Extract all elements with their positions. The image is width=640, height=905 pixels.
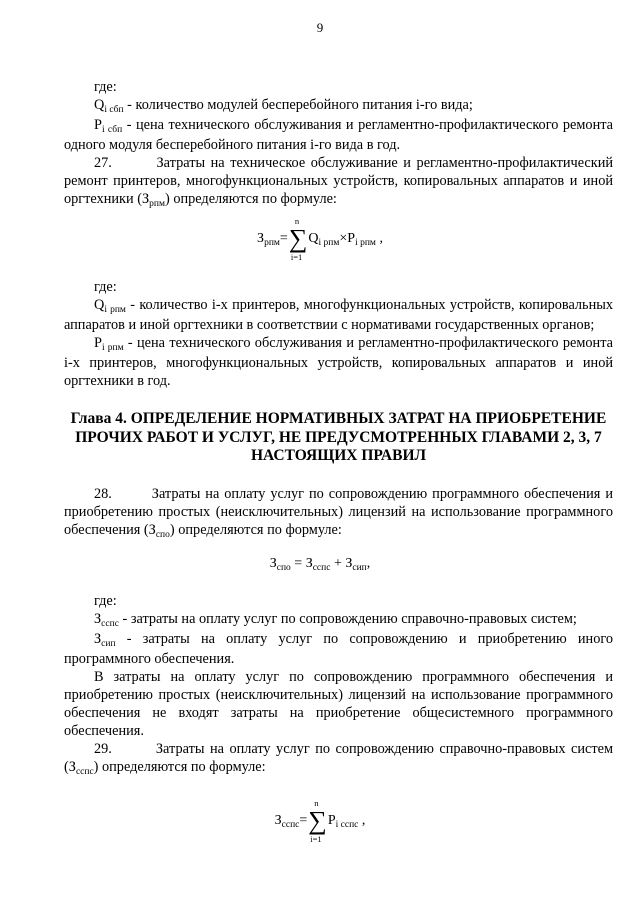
- var-p: P: [94, 335, 102, 351]
- block-spo-definitions: [64, 592, 613, 778]
- definition-text: - затраты на оплату услуг по сопровождению справочно-правовых систем;: [118, 611, 577, 627]
- formula-lhs-sub: спо: [276, 563, 291, 573]
- sum-lower: i=1: [310, 834, 322, 844]
- chapter-line-3: НАСТОЯЩИХ ПРАВИЛ: [250, 447, 427, 464]
- definition-text: - затраты на оплату услуг по сопровождению и приобретению иного программного обеспечения.: [64, 631, 613, 667]
- paragraph-sub: сспс: [75, 767, 94, 777]
- chapter-line-1: Глава 4. ОПРЕДЕЛЕНИЕ НОРМАТИВНЫХ ЗАТРАТ НА ПРИОБРЕТЕНИЕ: [70, 410, 607, 427]
- var-q-sub: i рпм: [104, 305, 126, 315]
- formula-term-b-sub: сип: [352, 563, 367, 573]
- paragraph-text: В затраты на оплату услуг по сопровождению программного обеспечения и приобретению простых (неисключительных) лицензий на использование программного обеспечения не входят затраты на приобретение общесистемного программного обеспечения.: [64, 669, 613, 739]
- paragraph-text: 29. Затраты на оплату услуг по сопровождению справочно-правовых систем (З: [64, 741, 613, 775]
- var-q: Q: [94, 297, 105, 313]
- sum-upper: n: [294, 216, 300, 226]
- formula-times: ×: [339, 231, 348, 247]
- formula-p: P: [347, 231, 356, 247]
- where-label: [64, 278, 613, 296]
- formula-lhs-sub: рпм: [264, 238, 280, 249]
- paragraph-text-end: ) определяются по формуле:: [169, 522, 342, 538]
- paragraph-sub: спо: [155, 530, 170, 540]
- formula-end: ,: [366, 556, 371, 571]
- definition-text: - цена технического обслуживания и регламентно-профилактического ремонта одного модуля бесперебойного питания i-го вида в год.: [64, 117, 613, 153]
- where-text: где:: [94, 593, 117, 609]
- where-text: где:: [94, 79, 117, 95]
- var-p-sub: i сбп: [101, 125, 123, 135]
- paragraph-text-end: ) определяются по формуле:: [164, 191, 337, 207]
- var-z-sub: сип: [101, 639, 116, 649]
- var-q-sub: i сбп: [104, 105, 124, 115]
- chapter-line-2: ПРОЧИХ РАБОТ И УСЛУГ, НЕ ПРЕДУСМОТРЕННЫХ ГЛАВАМИ 2, 3, 7: [75, 428, 602, 446]
- definition-p-rpm: [64, 334, 613, 390]
- paragraph-28: [64, 485, 613, 541]
- paragraph-29: [64, 740, 613, 778]
- formula-sspc: [0, 798, 640, 844]
- definition-p-sbp: [64, 116, 613, 154]
- page-number: 9: [316, 20, 324, 35]
- formula-plus: +: [330, 556, 346, 571]
- sum-symbol: ∑ n i=1: [308, 798, 327, 844]
- block-paragraph-28: [64, 485, 613, 541]
- formula-term-b: З: [345, 556, 353, 571]
- formula-eq: =: [299, 813, 308, 829]
- formula-lhs: З: [269, 556, 277, 571]
- paragraph-text: 28. Затраты на оплату услуг по сопровождению программного обеспечения и приобретению простых (неисключительных) лицензий на использование программного обеспечения (З: [64, 486, 613, 538]
- chapter-heading: [64, 410, 613, 466]
- formula-spo: [0, 556, 640, 572]
- definition-text: - количество модулей бесперебойного питания i-го вида;: [123, 97, 473, 113]
- paragraph-text-end: ) определяются по формуле:: [93, 759, 266, 775]
- formula-p: P: [327, 813, 336, 829]
- definition-z-sspc: [64, 610, 613, 630]
- formula-eq: =: [290, 556, 306, 571]
- formula-end: ,: [358, 813, 366, 829]
- formula-lhs: З: [274, 813, 282, 829]
- var-z: З: [94, 611, 102, 627]
- formula-term-a: З: [305, 556, 313, 571]
- where-label: [64, 592, 613, 610]
- formula-eq: =: [279, 231, 288, 247]
- formula-q-sub: i рпм: [318, 238, 340, 249]
- definition-q-sbp: [64, 96, 613, 116]
- var-p: P: [94, 117, 102, 133]
- formula-rpm: [0, 216, 640, 262]
- formula-q: Q: [308, 231, 319, 247]
- var-z: З: [94, 631, 102, 647]
- sum-lower: i=1: [290, 252, 303, 262]
- definition-q-rpm: [64, 296, 613, 334]
- paragraph-sub: рпм: [149, 199, 165, 209]
- where-text: где:: [94, 279, 117, 295]
- formula-end: ,: [375, 231, 383, 247]
- var-q: Q: [94, 97, 105, 113]
- var-z-sub: сспс: [101, 619, 119, 629]
- formula-p-sub: i сспс: [335, 820, 359, 831]
- definition-text: - цена технического обслуживания и регламентно-профилактического ремонта i-х принтеров, многофункциональных устройств, копировальных аппаратов и иной оргтехники в год.: [64, 335, 613, 389]
- block-rpm-definitions: [64, 278, 613, 390]
- block-sbp: [64, 78, 613, 210]
- formula-lhs-sub: сспс: [281, 820, 300, 831]
- where-label: [64, 78, 613, 96]
- paragraph-exclusions: [64, 668, 613, 740]
- formula-lhs: З: [257, 231, 265, 247]
- formula-p-sub: i рпм: [355, 238, 376, 249]
- sum-upper: n: [314, 798, 319, 808]
- formula-term-a-sub: сспс: [312, 563, 331, 573]
- paragraph-text: 27. Затраты на техническое обслуживание и регламентно-профилактический ремонт принтеров, многофункциональных устройств, копировальных аппаратов и иной оргтехники (З: [64, 155, 613, 207]
- definition-text: - количество i-х принтеров, многофункциональных устройств, копировальных аппаратов и иной оргтехники в соответствии с нормативами государственных органов;: [64, 297, 613, 333]
- sum-symbol: ∑ n i=1: [288, 216, 308, 262]
- var-p-sub: i рпм: [101, 343, 124, 353]
- paragraph-27: [64, 154, 613, 210]
- definition-z-sip: [64, 630, 613, 668]
